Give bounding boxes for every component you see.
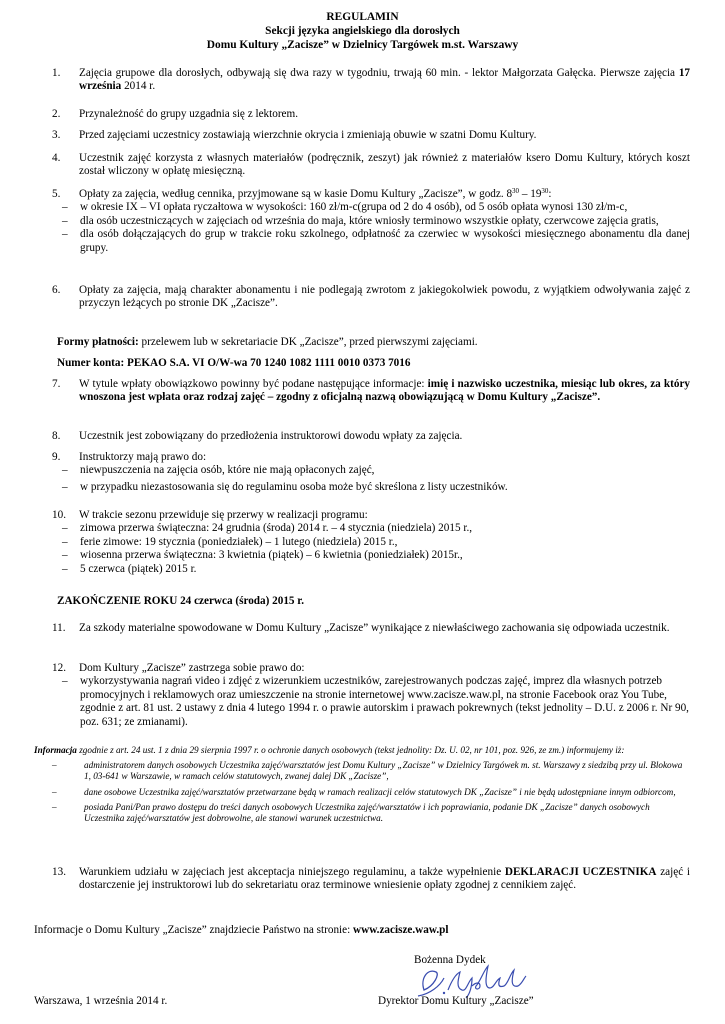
rule-7 — [34, 378, 690, 405]
rule-number: 10. — [52, 509, 66, 521]
bullet: – w przypadku niezastosowania się do regulaminu osoba może być skreślona z listy uczestników. — [62, 480, 508, 493]
bullet: – ferie zimowe: 19 stycznia (poniedziałek) – 1 lutego (niedziela) 2015 r., — [62, 535, 398, 548]
rule-number: 2. — [52, 108, 61, 120]
rule-text: Zajęcia grupowe dla dorosłych, odbywają się dwa razy w tygodniu, trwają 60 min. - lektor Małgorzata Gałęcka. Pierwsze zajęcia 17 września 2014 r. — [79, 67, 690, 93]
header-subtitle: Sekcji języka angielskiego dla dorosłych — [265, 25, 460, 37]
rule-text: Warunkiem udziału w zajęciach jest akceptacja niniejszego regulaminu, a także wypełnienie DEKLARACJI UCZESTNIKA zajęć i dostarczenie jej instruktorowi lub do sekretariatu oraz terminowe wniesienie opłaty zgodnej z cennikiem zajęć. — [79, 866, 690, 892]
bullet: – wykorzystywania nagrań video i zdjęć z wizerunkiem uczestników, zarejestrowanych podczas zajęć, imprez dla własnych potrzeb promocyjnych i reklamowych oraz umieszczenie na stronie internetowej www.zacisze.waw.pl, na stronie Facebook oraz You Tube, zgodnie z art. 81 ust. 2 ustawy z dnia 4 lutego 1994 r. o prawie autorskim i prawach pokrewnych (tekst jednolity – D.U. z 2006 r. Nr 90, poz. 631; ze zmianami). — [62, 675, 689, 728]
rule-4 — [34, 152, 690, 179]
rule-12 — [34, 662, 690, 729]
rule-text: Uczestnik zajęć korzysta z własnych materiałów (podręcznik, zeszyt) jak również z materiałów ksero Domu Kultury, których koszt został wliczony w opłatę miesięczną. — [79, 152, 690, 178]
rule-number: 11. — [52, 622, 66, 634]
rule-number: 12. — [52, 662, 66, 674]
signer-name: Bożenna Dydek — [414, 954, 486, 966]
rule-9-bullets — [62, 464, 690, 494]
rule-13 — [34, 866, 690, 893]
bullet: – wiosenna przerwa świąteczna: 3 kwietnia (piątek) – 6 kwietnia (poniedziałek) 2015r., — [62, 549, 463, 562]
document-header — [0, 10, 725, 52]
rule-5-bullets — [62, 201, 690, 255]
rule-number: 13. — [52, 866, 66, 878]
rule-text: Uczestnik jest zobowiązany do przedłożenia instruktorowi dowodu wpłaty za zajęcia. — [79, 430, 463, 442]
info-intro: Informacja zgodnie z art. 24 ust. 1 z dnia 29 sierpnia 1997 r. o ochronie danych osobowych (tekst jednolity: Dz. U. 02, nr 101, poz. 926, ze zm.) informujemy iż: — [34, 745, 625, 755]
rule-8 — [34, 430, 690, 443]
rule-number: 1. — [52, 67, 61, 79]
payment-forms: Formy płatności: przelewem lub w sekretariacie DK „Zacisze”, przed pierwszymi zajęciami. — [57, 336, 478, 348]
website-link[interactable]: www.zacisze.waw.pl — [353, 924, 449, 936]
header-title: REGULAMIN — [326, 11, 399, 23]
bullet: – dla osób dołączających do grup w trakcie roku szkolnego, odpłatność za czerwiec w wysokości miesięcznego abonamentu dla danej grupy. — [62, 228, 690, 254]
rule-number: 3. — [52, 129, 61, 141]
bullet: – zimowa przerwa świąteczna: 24 grudnia (środa) 2014 r. – 4 stycznia (niedziela) 2015 r., — [62, 522, 473, 535]
rule-number: 9. — [52, 451, 61, 463]
rule-6 — [34, 284, 690, 311]
rule-number: 7. — [52, 378, 61, 390]
bullet: – 5 czerwca (piątek) 2015 r. — [62, 562, 197, 575]
bullet: – dla osób uczestniczących w zajęciach od września do maja, które wniosły terminowo wszystkie opłaty, czerwcowe zajęcia gratis, — [62, 214, 659, 227]
rule-10-bullets — [62, 522, 690, 576]
rule-number: 8. — [52, 430, 61, 442]
rule-text: Przed zajęciami uczestnicy zostawiają wierzchnie okrycia i zmieniają obuwie w szatni Domu Kultury. — [79, 129, 537, 141]
rule-10 — [34, 509, 690, 576]
rule-3 — [34, 129, 690, 142]
header-institution: Domu Kultury „Zacisze” w Dzielnicy Targówek m.st. Warszawy — [206, 39, 519, 51]
signer-title: Dyrektor Domu Kultury „Zacisze” — [378, 995, 534, 1007]
rule-text: Dom Kultury „Zacisze” zastrzega sobie prawo do: — [79, 662, 305, 674]
info-bullet: – dane osobowe Uczestnika zajęć/warsztatów przetwarzane będą w ramach realizacji celów statutowych DK „Zacisze” i nie będą udostępniane innym odbiorcom, — [52, 786, 676, 797]
rule-2 — [34, 108, 690, 121]
data-protection-info — [34, 745, 690, 824]
info-bullet: – posiada Pani/Pan prawo dostępu do treści danych osobowych Uczestnika zajęć/warsztatów i ich poprawiania, podanie DK „Zacisze” danych osobowych Uczestnika zajęć/warsztatów jest dobrowolne, ale stanowi warunek uczestnictwa. — [52, 801, 650, 824]
rule-text: Opłaty za zajęcia, według cennika, przyjmowane są w kasie Domu Kultury „Zacisze”, w godz. $8^{30} - 19^{30}$: — [79, 187, 552, 200]
info-bullet: – administratorem danych osobowych Uczestnika zajęć/warsztatów jest Domu Kultury „Zacisze” w Dzielnicy Targówek m. st. Warszawy z siedzibą przy ul. Blokowa 1, 03-641 w Warszawie, w ramach celów statutowych, zwanej dalej DK „Zacisze”, — [52, 760, 683, 782]
rule-number: 6. — [52, 284, 61, 296]
rule-5 — [34, 188, 690, 255]
rule-text: W tytule wpłaty obowiązkowo powinny być podane następujące informacje: imię i nazwisko uczestnika, miesiąc lub okres, za który wnoszona jest wpłata oraz rodzaj zajęć – zgodny z oficjalną nazwą obowiązującą w Domu Kultury „Zacisze”. — [79, 378, 690, 404]
rule-9 — [34, 451, 690, 494]
year-end: ZAKOŃCZENIE ROKU 24 czerwca (środa) 2015 r. — [57, 595, 305, 607]
rule-12-bullets — [62, 675, 690, 729]
rule-number: 4. — [52, 152, 61, 164]
place-date: Warszawa, 1 września 2014 r. — [34, 995, 168, 1007]
rule-text: Przynależność do grupy uzgadnia się z lektorem. — [79, 108, 299, 120]
rule-text: W trakcie sezonu przewiduje się przerwy w realizacji programu: — [79, 509, 368, 521]
bank-account: Numer konta: PEKAO S.A. VI O/W-wa 70 1240 1082 1111 0010 0373 7016 — [57, 357, 411, 369]
website-info: Informacje o Domu Kultury „Zacisze” znajdziecie Państwo na stronie: www.zacisze.waw.pl — [34, 924, 449, 936]
rule-text: Opłaty za zajęcia, mają charakter abonamentu i nie podlegają zwrotom z jakiegokolwiek powodu, z wyjątkiem odwoływania zajęć z przyczyn leżących po stronie DK „Zacisze”. — [79, 284, 690, 310]
rule-1 — [34, 67, 690, 94]
rule-number: 5. — [52, 188, 61, 200]
bullet: – niewpuszczenia na zajęcia osób, które nie mają opłaconych zajęć, — [62, 464, 375, 477]
bullet: – w okresie IX – VI opłata ryczałtowa w wysokości: 160 zł/m-c(grupa od 2 do 4 osób), od 5 osób opłata wynosi 130 zł/m-c, — [62, 201, 628, 214]
rule-11 — [34, 622, 690, 635]
rule-text: Za szkody materialne spowodowane w Domu Kultury „Zacisze” wynikające z niewłaściwego zachowania się odpowiada uczestnik. — [79, 622, 670, 634]
rule-text: Instruktorzy mają prawo do: — [79, 451, 207, 463]
